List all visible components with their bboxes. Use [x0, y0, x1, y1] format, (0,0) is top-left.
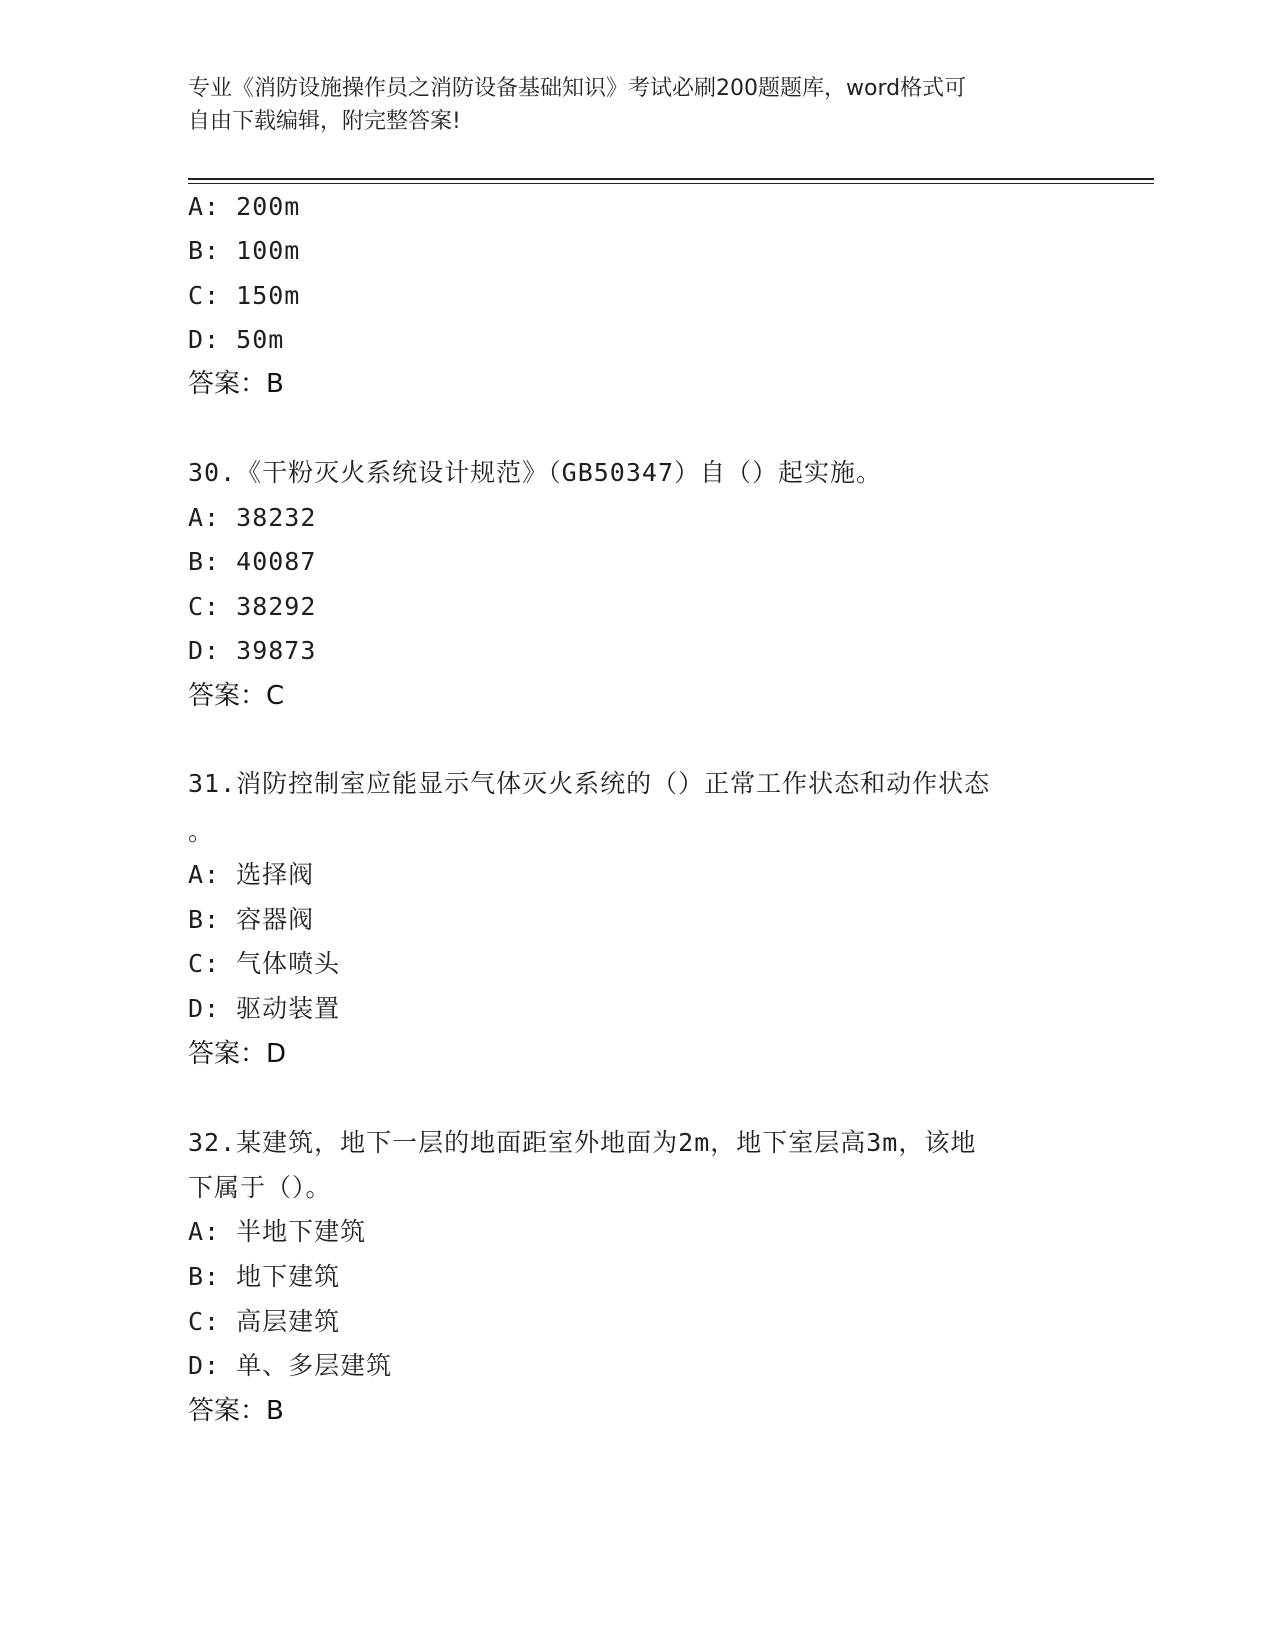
option-b: B: 容器阀 — [188, 905, 315, 934]
answer-label: 答案：B — [188, 369, 284, 399]
option-a: A: 200m — [188, 192, 301, 221]
header-divider-thick — [188, 178, 1154, 180]
option-a: A: 38232 — [188, 503, 317, 532]
answer-label: 答案：C — [188, 681, 285, 711]
option-c: C: 气体喷头 — [188, 949, 341, 978]
header-title-line-2: 自由下载编辑，附完整答案! — [188, 109, 461, 134]
question-stem: 32.某建筑，地下一层的地面距室外地面为2m，地下室层高3m，该地 — [188, 1128, 977, 1157]
option-a: A: 选择阀 — [188, 860, 315, 889]
header-title-line-1: 专业《消防设施操作员之消防设备基础知识》考试必刷200题题库，word格式可 — [188, 76, 967, 101]
option-c: C: 150m — [188, 281, 301, 310]
option-a: A: 半地下建筑 — [188, 1217, 367, 1246]
question-stem: 30.《干粉灭火系统设计规范》（GB50347）自（）起实施。 — [188, 458, 883, 487]
option-d: D: 50m — [188, 325, 285, 354]
option-c: C: 38292 — [188, 592, 317, 621]
option-b: B: 40087 — [188, 547, 317, 576]
question-stem-continued: 。 — [188, 817, 215, 846]
option-b: B: 100m — [188, 236, 301, 265]
option-d: D: 单、多层建筑 — [188, 1351, 393, 1380]
header-divider-thin — [188, 183, 1154, 184]
question-stem: 31.消防控制室应能显示气体灭火系统的（）正常工作状态和动作状态 — [188, 769, 991, 798]
option-d: D: 39873 — [188, 636, 317, 665]
option-c: C: 高层建筑 — [188, 1307, 341, 1336]
page-header — [188, 72, 1068, 138]
option-d: D: 驱动装置 — [188, 994, 341, 1023]
answer-label: 答案：B — [188, 1396, 284, 1426]
option-b: B: 地下建筑 — [188, 1262, 341, 1291]
answer-label: 答案：D — [188, 1039, 287, 1069]
question-stem-continued: 下属于（）。 — [188, 1173, 332, 1202]
